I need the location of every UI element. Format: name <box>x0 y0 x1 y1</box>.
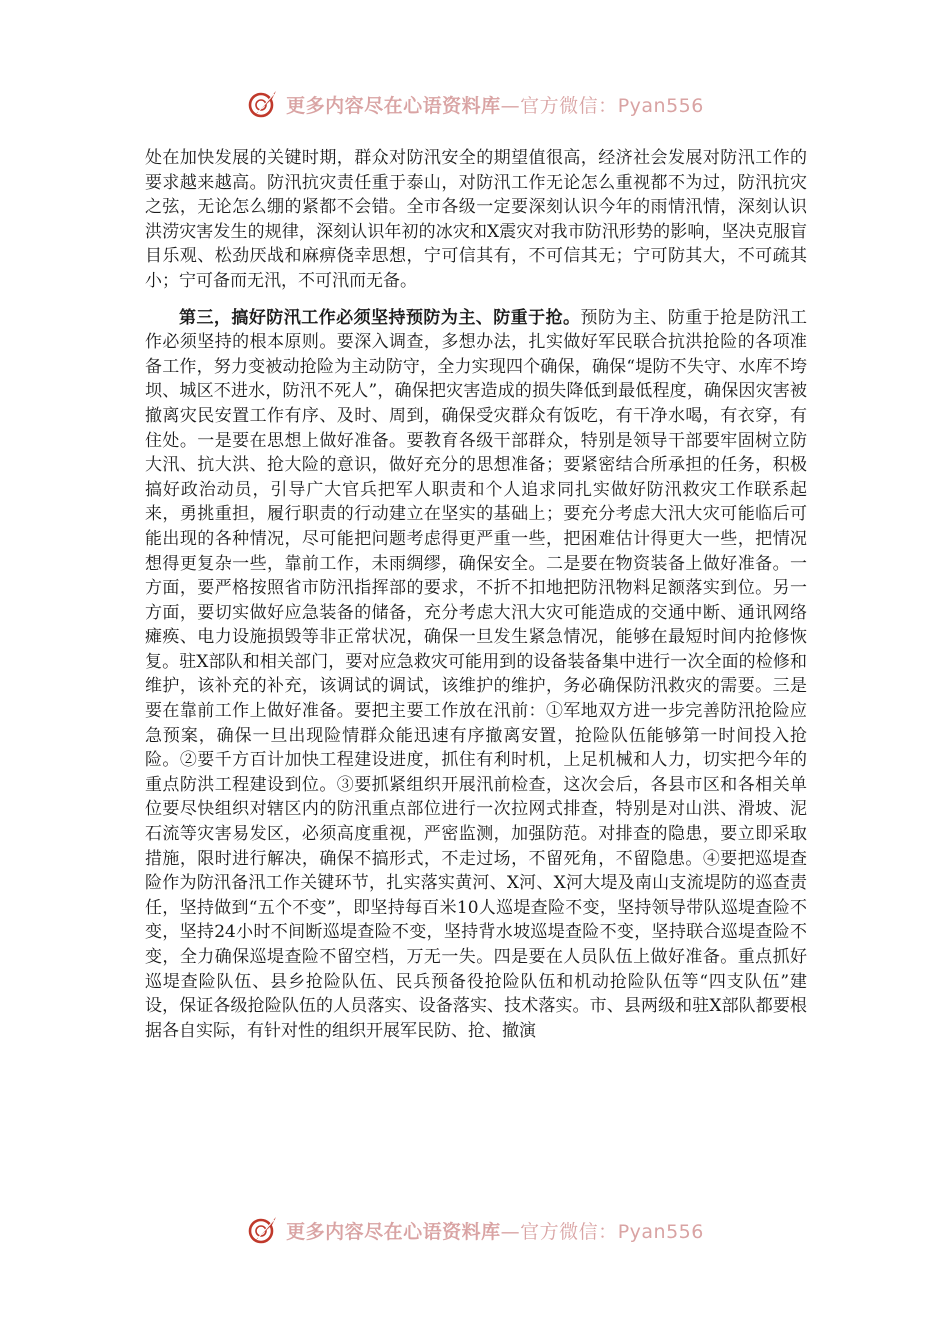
banner-wechat-label: 官方微信： <box>520 1220 618 1243</box>
paragraph-lead-heading: 第三，搞好防汛工作必须坚持预防为主、防重于抢。 <box>179 307 581 328</box>
document-body <box>145 146 807 1043</box>
banner-dash: — <box>500 1220 521 1243</box>
paragraph-continuation: 处在加快发展的关键时期，群众对防汛安全的期望值很高，经济社会发展对防汛工作的要求越来越高。防汛抗灾责任重于泰山，对防汛工作无论怎么重视都不为过，防汛抗灾之弦，无论怎么绷的紧都不会错。全市各级一定要深刻认识今年的雨情汛情，深刻认识洪涝灾害发生的规律，深刻认识年初的冰灾和X震灾对我市防汛形势的影响，坚决克服盲目乐观、松劲厌战和麻痹侥幸思想，宁可信其有，不可信其无；宁可防其大，不可疏其小；宁可备而无汛，不可汛而无备。 <box>145 148 807 291</box>
header-banner <box>0 84 950 124</box>
paragraph-body-text: 预防为主、防重于抢是防汛工作必须坚持的根本原则。要深入调查，多想办法，扎实做好军民联合抗洪抢险的各项准备工作，努力变被动抢险为主动防守，全力实现四个确保，确保“堤防不失守、水库不垮坝、城区不进水，防汛不死人”，确保把灾害造成的损失降低到最低程度，确保因灾害被撤离灾民安置工作有序、及时、周到，确保受灾群众有饭吃，有干净水喝，有衣穿，有住处。一是要在思想上做好准备。要教育各级干部群众，特别是领导干部要牢固树立防大汛、抗大洪、抢大险的意识，做好充分的思想准备；要紧密结合所承担的任务，积极搞好政治动员，引导广大官兵把军人职责和个人追求同扎实做好防汛救灾工作联系起来，勇挑重担，履行职责的行动建立在坚实的基础上；要充分考虑大汛大灾可能临后可能出现的各种情况，尽可能把问题考虑得更严重一些，把困难估计得更大一些，把情况想得更复杂一些，靠前工作，未雨绸缪，确保安全。二是要在物资装备上做好准备。一方面，要严格按照省市防汛指挥部的要求，不折不扣地把防汛物料足额落实到位。另一方面，要切实做好应急装备的储备，充分考虑大汛大灾可能造成的交通中断、通讯网络瘫痪、电力设施损毁等非正常状况，确保一旦发生紧急情况，能够在最短时间内抢修恢复。驻X部队和相关部门，要对应急救灾可能用到的设备装备集中进行一次全面的检修和维护，该补充的补充，该调试的调试，该维护的维护，务必确保防汛救灾的需要。三是要在靠前工作上做好准备。要把主要工作放在汛前：①军地双方进一步完善防汛抢险应急预案，确保一旦出现险情群众能迅速有序撤离安置，抢险队伍能够第一时间投入抢险。②要千方百计加快工程建设进度，抓住有利时机，上足机械和人力，切实把今年的重点防洪工程建设到位。③要抓紧组织开展汛前检查，这次会后，各县市区和各相关单位要尽快组织对辖区内的防汛重点部位进行一次拉网式排查，特别是对山洪、滑坡、泥石流等灾害易发区，必须高度重视，严密监测，加强防范。对排查的隐患，要立即采取措施，限时进行解决，确保不搞形式，不走过场，不留死角，不留隐患。④要把巡堤查险作为防汛备汛工作关键环节，扎实落实黄河、X河、X河大堤及南山支流堤防的巡查责任，坚持做到“五个不变”，即坚持每百米10人巡堤查险不变，坚持领导带队巡堤查险不变，坚持24小时不间断巡堤查险不变，坚持背水坡巡堤查险不变，坚持联合巡堤查险不变，全力确保巡堤查险不留空档，万无一失。四是要在人员队伍上做好准备。重点抓好巡堤查险队伍、县乡抢险队伍、民兵预备役抢险队伍和机动抢险队伍等“四支队伍”建设，保证各级抢险队伍的人员落实、设备落实、技术落实。市、县两级和驻X部队都要根据各自实际，有针对性的组织开展军民防、抢、撤演 <box>145 307 808 1041</box>
banner-text <box>286 1217 704 1244</box>
footer-banner <box>0 1210 950 1250</box>
paragraph-third-point <box>145 306 807 1044</box>
banner-text <box>286 91 704 118</box>
banner-wechat-label: 官方微信： <box>520 94 618 117</box>
banner-main-text: 更多内容尽在心语资料库 <box>286 1220 501 1243</box>
quill-logo-icon <box>246 1213 280 1247</box>
banner-wechat-id: Pyan556 <box>617 94 704 117</box>
banner-dash: — <box>500 94 521 117</box>
banner-main-text: 更多内容尽在心语资料库 <box>286 94 501 117</box>
quill-logo-icon <box>246 87 280 121</box>
banner-wechat-id: Pyan556 <box>617 1220 704 1243</box>
